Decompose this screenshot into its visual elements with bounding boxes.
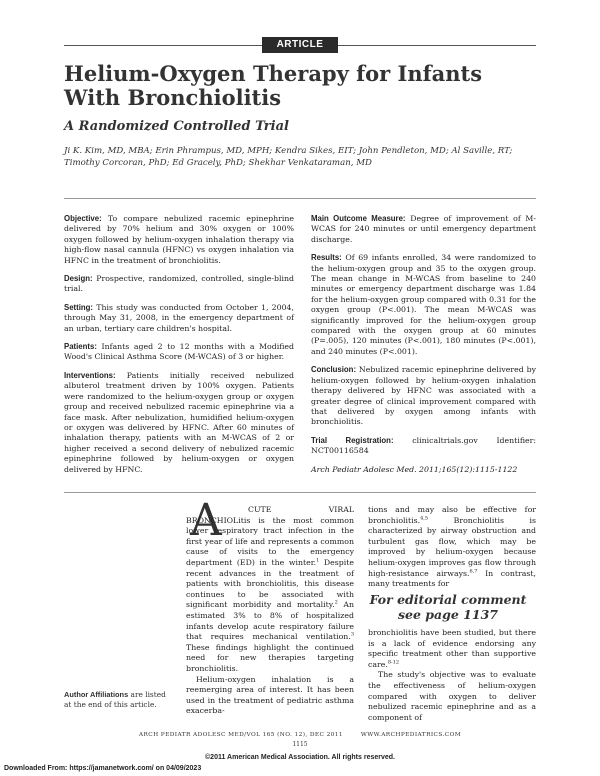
abstract-results [311,253,536,357]
body-text-b: An estimated 3% to 8% of hospitalized infants develop acute respiratory failure that requires mechanical ventilation. [186,600,354,642]
body-text-a: Despite recent advances in the treatment of patients with bronchiolitis, this disease continues to be associated with significant morbidity and mortality. [186,557,355,610]
trial-text: clinicaltrials.gov Identifier: NCT00116584 [311,435,536,456]
patients-label: Patients: [64,342,97,352]
article-subtitle: A Randomized Controlled Trial [64,119,289,134]
setting-text: This study was conducted from October 1, 2004, through May 31, 2008, in the emergency department of an urban, tertiary care children's hospital. [64,302,294,333]
abstract-top-rule [64,198,536,199]
outcome-label: Main Outcome Measure: [311,214,406,223]
body-column-1 [186,505,354,717]
abstract-right-column [311,214,536,483]
results-label: Results: [311,253,342,263]
download-notice: Downloaded From: https://jamanetwork.com/ on 04/09/2023 [4,765,202,772]
editorial-comment-callout [362,592,534,622]
design-text: Prospective, randomized, controlled, single-blind trial. [64,274,295,294]
article-title [64,62,504,110]
ref-3: 3 [350,631,354,638]
ref-2: 2 [334,599,338,606]
design-label: Design: [64,274,93,284]
abstract-setting [64,303,294,334]
interventions-text: Patients initially received nebulized albuterol treatment driven by 100% oxygen. Patients were randomized to the helium-oxygen group or oxygen group and received nebulized racemic epinephrine via a face mask. After nebulization, humidified helium-oxygen or oxygen was delivered by HFNC. After 60 minutes of inhalation therapy, patients with an M-WCAS of 2 or higher received a second delivery of nebulized racemic epinephrine followed by helium-oxygen or oxygen delivered by HFNC. [64,370,295,474]
body-paragraph-2: Helium-oxygen inhalation is a reemerging area of interest. It has been used in the treatment of pediatric asthma exacerba- [186,674,354,716]
title-line-2: With Bronchiolitis [64,85,282,110]
objective-text: To compare nebulized racemic epinephrine delivered by 70% helium and 30% oxygen or 100% oxygen followed by helium-oxygen inhalation therapy via high-flow nasal cannula (HFNC) vs oxygen inhalation via HFNC in the treatment of bronchiolitis. [64,214,294,265]
objective-label: Objective: [64,214,102,223]
conclusion-text: Nebulized racemic epinephrine delivered by helium-oxygen followed by helium-oxygen inhalation therapy delivered by HFNC was associated with a greater degree of clinical improvement compared with that delivered by oxygen among infants with bronchiolitis. [311,365,536,427]
authors-line-2: Timothy Corcoran, PhD; Ed Gracely, PhD; Shekhar Venkataraman, MD [64,158,372,168]
body-lead-text: CUTE VIRAL BRONCHIOLitis is the most common lower respiratory tract infection in the first year of life and represents a common cause of visits to the emergency department (ED) in the winter. [186,505,354,567]
author-affiliations [64,690,174,710]
patients-text: Infants aged 2 to 12 months with a Modified Wood's Clinical Asthma Score (M-WCAS) of 3 or higher. [64,342,295,362]
ref-4-5: 4,5 [420,515,429,521]
col2-text-b: Bronchiolitis is characterized by airway obstruction and turbulent gas flow, which may be improved by helium-oxygen because helium-oxygen improves gas flow through high-resistance airways. [368,515,537,578]
title-line-1: Helium-Oxygen Therapy for Infants [64,61,483,86]
abstract-patients [64,342,294,363]
body-text-c: These findings highlight the continued need for new therapies targeting bronchiolitis. [186,642,354,673]
abstract-outcome [311,214,536,245]
header-rule-right [338,45,536,46]
col2-text-c: In contrast, many treatments for [368,568,536,589]
abstract-design [64,274,294,295]
page-number: 1115 [292,741,308,748]
results-text: Of 69 infants enrolled, 34 were randomized to the helium-oxygen group and 35 to the oxygen group. The mean change in M-WCAS from baseline to 240 minutes or emergency department discharge was 1.84 for the helium-oxygen group compared with 0.31 for the oxygen group (P<.001). The mean M-WCAS was significantly improved for the helium-oxygen group compared with the oxygen group at 60 minutes (P=.005), 120 minutes (P<.001), 180 minutes (P<.001), and 240 minutes (P<.001). [311,253,536,356]
body-column-2 [368,505,536,590]
ref-6-7: 6,7 [469,567,478,574]
abstract-left-column [64,214,294,483]
authors-line-1: Ji K. Kim, MD, MBA; Erin Phrampus, MD, MPH; Kendra Sikes, EIT; John Pendleton, MD; Al Saville, RT; [64,146,513,156]
article-citation: Arch Pediatr Adolesc Med. 2011;165(12):1115-1122 [311,464,518,474]
drop-cap: A [190,495,222,546]
col2-paragraph-2: The study's objective was to evaluate the effectiveness of helium-oxygen compared with oxygen to deliver nebulized racemic epinephrine and as a component of [368,670,536,722]
trial-label: Trial Registration: [311,435,394,445]
abstract-interventions [64,371,294,475]
col2-text-d: bronchiolitis have been studied, but there is a lack of evidence endorsing any specific treatment other than supportive care. [368,628,536,669]
copyright-notice: ©2011 American Medical Association. All rights reserved. [205,754,395,761]
setting-label: Setting: [64,302,94,312]
abstract-trial-registration [311,436,536,457]
outcome-text: Degree of improvement of M-WCAS for 240 minutes or until emergency department discharge. [311,214,537,244]
ref-1: 1 [316,557,320,564]
affiliations-label: Author Affiliations [64,690,129,699]
ref-8-12: 8-12 [387,659,400,666]
affiliations-text: are listed at the end of this article. [64,690,166,709]
abstract-bottom-rule [64,492,536,493]
editorial-line-1: For editorial comment [369,592,527,607]
body-column-2-lower [368,628,536,723]
author-list [64,145,534,169]
header-rule-left [64,45,262,46]
interventions-label: Interventions: [64,370,116,380]
abstract-objective [64,214,294,266]
article-type-label: ARTICLE [262,37,338,53]
conclusion-label: Conclusion: [311,365,357,375]
journal-footer: ARCH PEDIATR ADOLESC MED/VOL 165 (NO. 12), DEC 2011 WWW.ARCHPEDIATRICS.COM [138,732,462,738]
editorial-line-2: see page 1137 [398,607,498,622]
col2-text-a: tions and may also be effective for bronchiolitis. [368,505,536,525]
abstract-conclusion [311,365,536,427]
